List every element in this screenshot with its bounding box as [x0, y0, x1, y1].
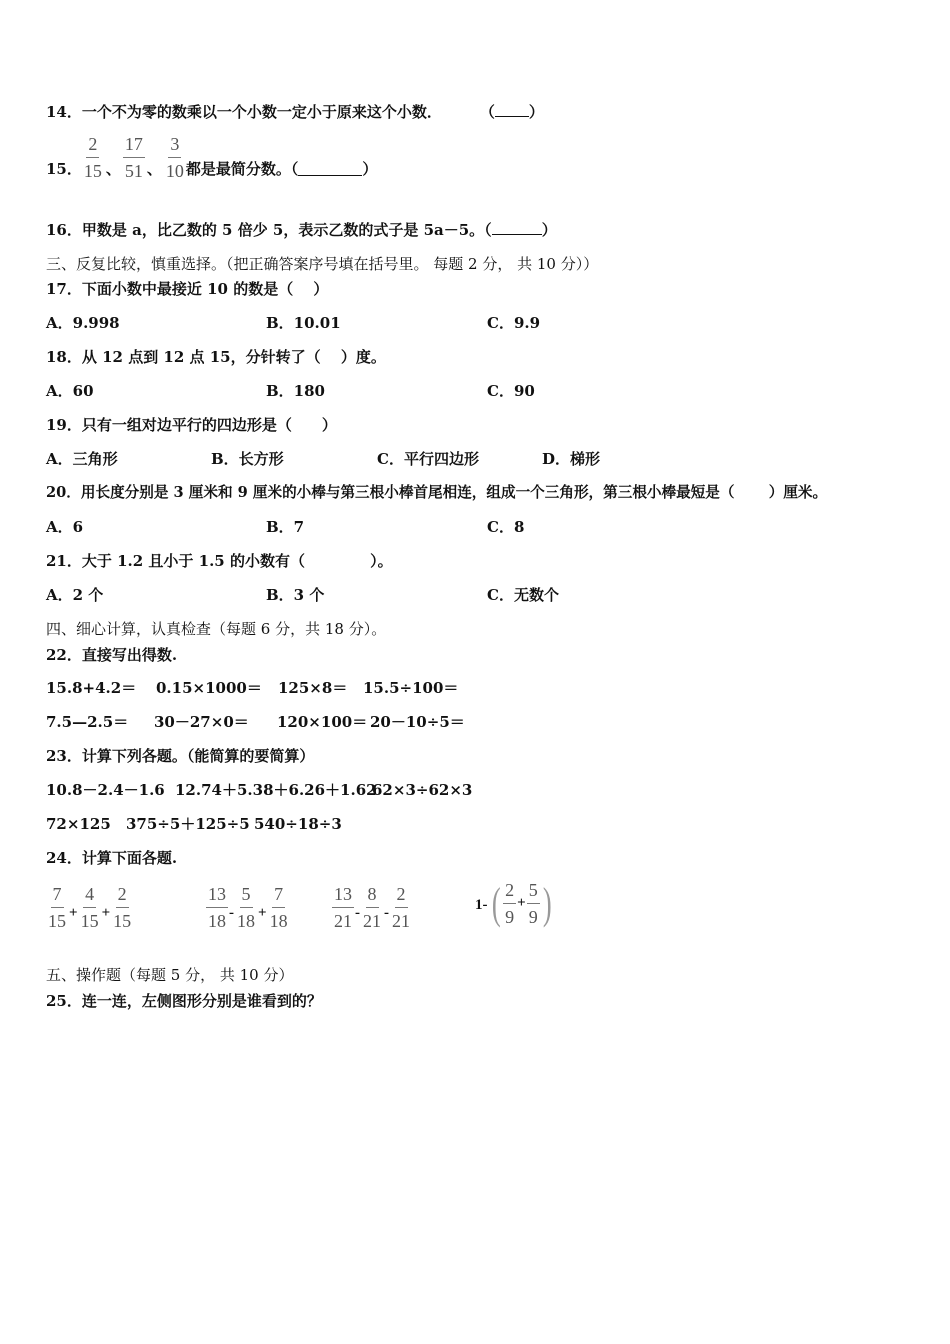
left-parenthesis: ( — [491, 878, 501, 928]
calc-22-1: 15.8+4.2＝ — [46, 679, 137, 697]
question-16: 16．甲数是 a，比乙数的 5 倍少 5，表示乙数的式子是 5a－5。（ ） — [46, 221, 557, 239]
option-21-c[interactable]: C．无数个 — [487, 586, 559, 604]
option-20-b[interactable]: B．7 — [266, 518, 305, 536]
fraction: $\frac{7}{15}$ — [48, 884, 66, 931]
question-21-stem: 21．大于 1.2 且小于 1.5 的小数有（ ）。 — [46, 552, 393, 570]
option-17-b[interactable]: B．10.01 — [266, 314, 341, 332]
answer-blank-16[interactable] — [492, 220, 542, 235]
fraction-expression-3: $\frac{13}{21}$ - $\frac{8}{21}$ - $\frac{2}{21}$ — [334, 884, 410, 931]
fraction: $\frac{13}{18}$ — [208, 884, 226, 931]
calc-22-6: 30－27×0＝ — [154, 713, 249, 731]
section-3-title: 三、反复比较，慎重选择。（把正确答案序号填在括号里。 每题 2 分， 共 10 分）） — [46, 255, 599, 273]
fraction: $\frac{13}{21}$ — [334, 884, 352, 931]
question-15: 15． $\frac{2}{15}$ 、 $\frac{17}{51}$ 、 $\frac{3}{10}$ 都是最简分数。（ ） — [46, 134, 378, 181]
option-19-d[interactable]: D．梯形 — [542, 450, 601, 468]
question-25-stem: 25．连一连，左侧图形分别是谁看到的？ — [46, 992, 322, 1010]
fraction-expression-4: 1- ( $\frac{2}{9}$ + $\frac{5}{9}$ ) — [475, 878, 552, 928]
fraction: $\frac{2}{15}$ — [113, 884, 132, 931]
question-23-stem: 23．计算下列各题。（能简算的要简算） — [46, 747, 315, 765]
question-19-stem: 19．只有一组对边平行的四边形是（ ） — [46, 416, 337, 434]
calc-23-4: 72×125 — [46, 815, 111, 833]
calc-23-3: 62×3÷62×3 — [372, 781, 473, 799]
calc-23-1: 10.8－2.4－1.6 — [46, 781, 165, 799]
question-14-text: 14．一个不为零的数乘以一个小数一定小于原来这个小数． — [46, 103, 442, 121]
option-18-b[interactable]: B．180 — [266, 382, 325, 400]
calc-22-2: 0.15×1000＝ — [156, 679, 262, 697]
option-19-a[interactable]: A．三角形 — [46, 450, 118, 468]
calc-23-6: 540÷18÷3 — [254, 815, 342, 833]
fraction: $\frac{5}{18}$ — [237, 884, 255, 931]
option-17-c[interactable]: C．9.9 — [487, 314, 541, 332]
fraction: $\frac{8}{21}$ — [363, 884, 381, 931]
calc-22-7: 120×100＝ — [277, 713, 368, 731]
question-20-stem: 20．用长度分别是 3 厘米和 9 厘米的小棒与第三根小棒首尾相连，组成一个三角形，第三根小棒最短是（ ）厘米。 — [46, 484, 828, 501]
fraction: $\frac{7}{18}$ — [269, 884, 288, 931]
calc-22-4: 15.5÷100＝ — [363, 679, 459, 697]
calc-22-5: 7.5—2.5＝ — [46, 713, 129, 731]
question-22-stem: 22．直接写出得数. — [46, 646, 178, 664]
option-21-a[interactable]: A．2 个 — [46, 586, 104, 604]
option-18-a[interactable]: A．60 — [46, 382, 94, 400]
section-5-title: 五、操作题（每题 5 分， 共 10 分） — [46, 966, 294, 984]
question-14: 14．一个不为零的数乘以一个小数一定小于原来这个小数． （ ） — [46, 103, 544, 121]
question-18-stem: 18．从 12 点到 12 点 15，分针转了（ ）度。 — [46, 348, 386, 366]
fraction-17-51: $\frac{17}{51}$ — [124, 134, 143, 181]
question-24-stem: 24．计算下面各题. — [46, 849, 178, 867]
option-21-b[interactable]: B．3 个 — [266, 586, 325, 604]
option-20-c[interactable]: C．8 — [487, 518, 525, 536]
right-parenthesis: ) — [542, 878, 552, 928]
fraction-3-10: $\frac{3}{10}$ — [165, 134, 184, 181]
fraction: $\frac{5}{9}$ — [528, 880, 538, 927]
fraction: $\frac{2}{9}$ — [505, 880, 515, 927]
option-19-c[interactable]: C．平行四边形 — [377, 450, 479, 468]
option-20-a[interactable]: A．6 — [46, 518, 84, 536]
fraction-2-15: $\frac{2}{15}$ — [83, 134, 102, 181]
option-17-a[interactable]: A．9.998 — [46, 314, 120, 332]
option-19-b[interactable]: B．长方形 — [211, 450, 284, 468]
calc-22-8: 20－10÷5＝ — [370, 713, 465, 731]
calc-23-2: 12.74＋5.38＋6.26＋1.62 — [175, 781, 377, 799]
calc-23-5: 375÷5＋125÷5 — [126, 815, 250, 833]
fraction: $\frac{2}{21}$ — [392, 884, 410, 931]
answer-blank-14[interactable] — [495, 102, 529, 117]
section-4-title: 四、细心计算，认真检查（每题 6 分，共 18 分）。 — [46, 620, 387, 638]
answer-blank-15[interactable] — [298, 161, 362, 176]
question-17-stem: 17．下面小数中最接近 10 的数是（ ） — [46, 280, 329, 298]
calc-22-3: 125×8＝ — [278, 679, 348, 697]
option-18-c[interactable]: C．90 — [487, 382, 535, 400]
fraction-expression-2: $\frac{13}{18}$ - $\frac{5}{18}$ + $\frac{7}{18}$ — [208, 884, 288, 931]
fraction: $\frac{4}{15}$ — [80, 884, 99, 931]
fraction-expression-1: $\frac{7}{15}$ + $\frac{4}{15}$ + $\frac{2}{15}$ — [48, 884, 132, 931]
